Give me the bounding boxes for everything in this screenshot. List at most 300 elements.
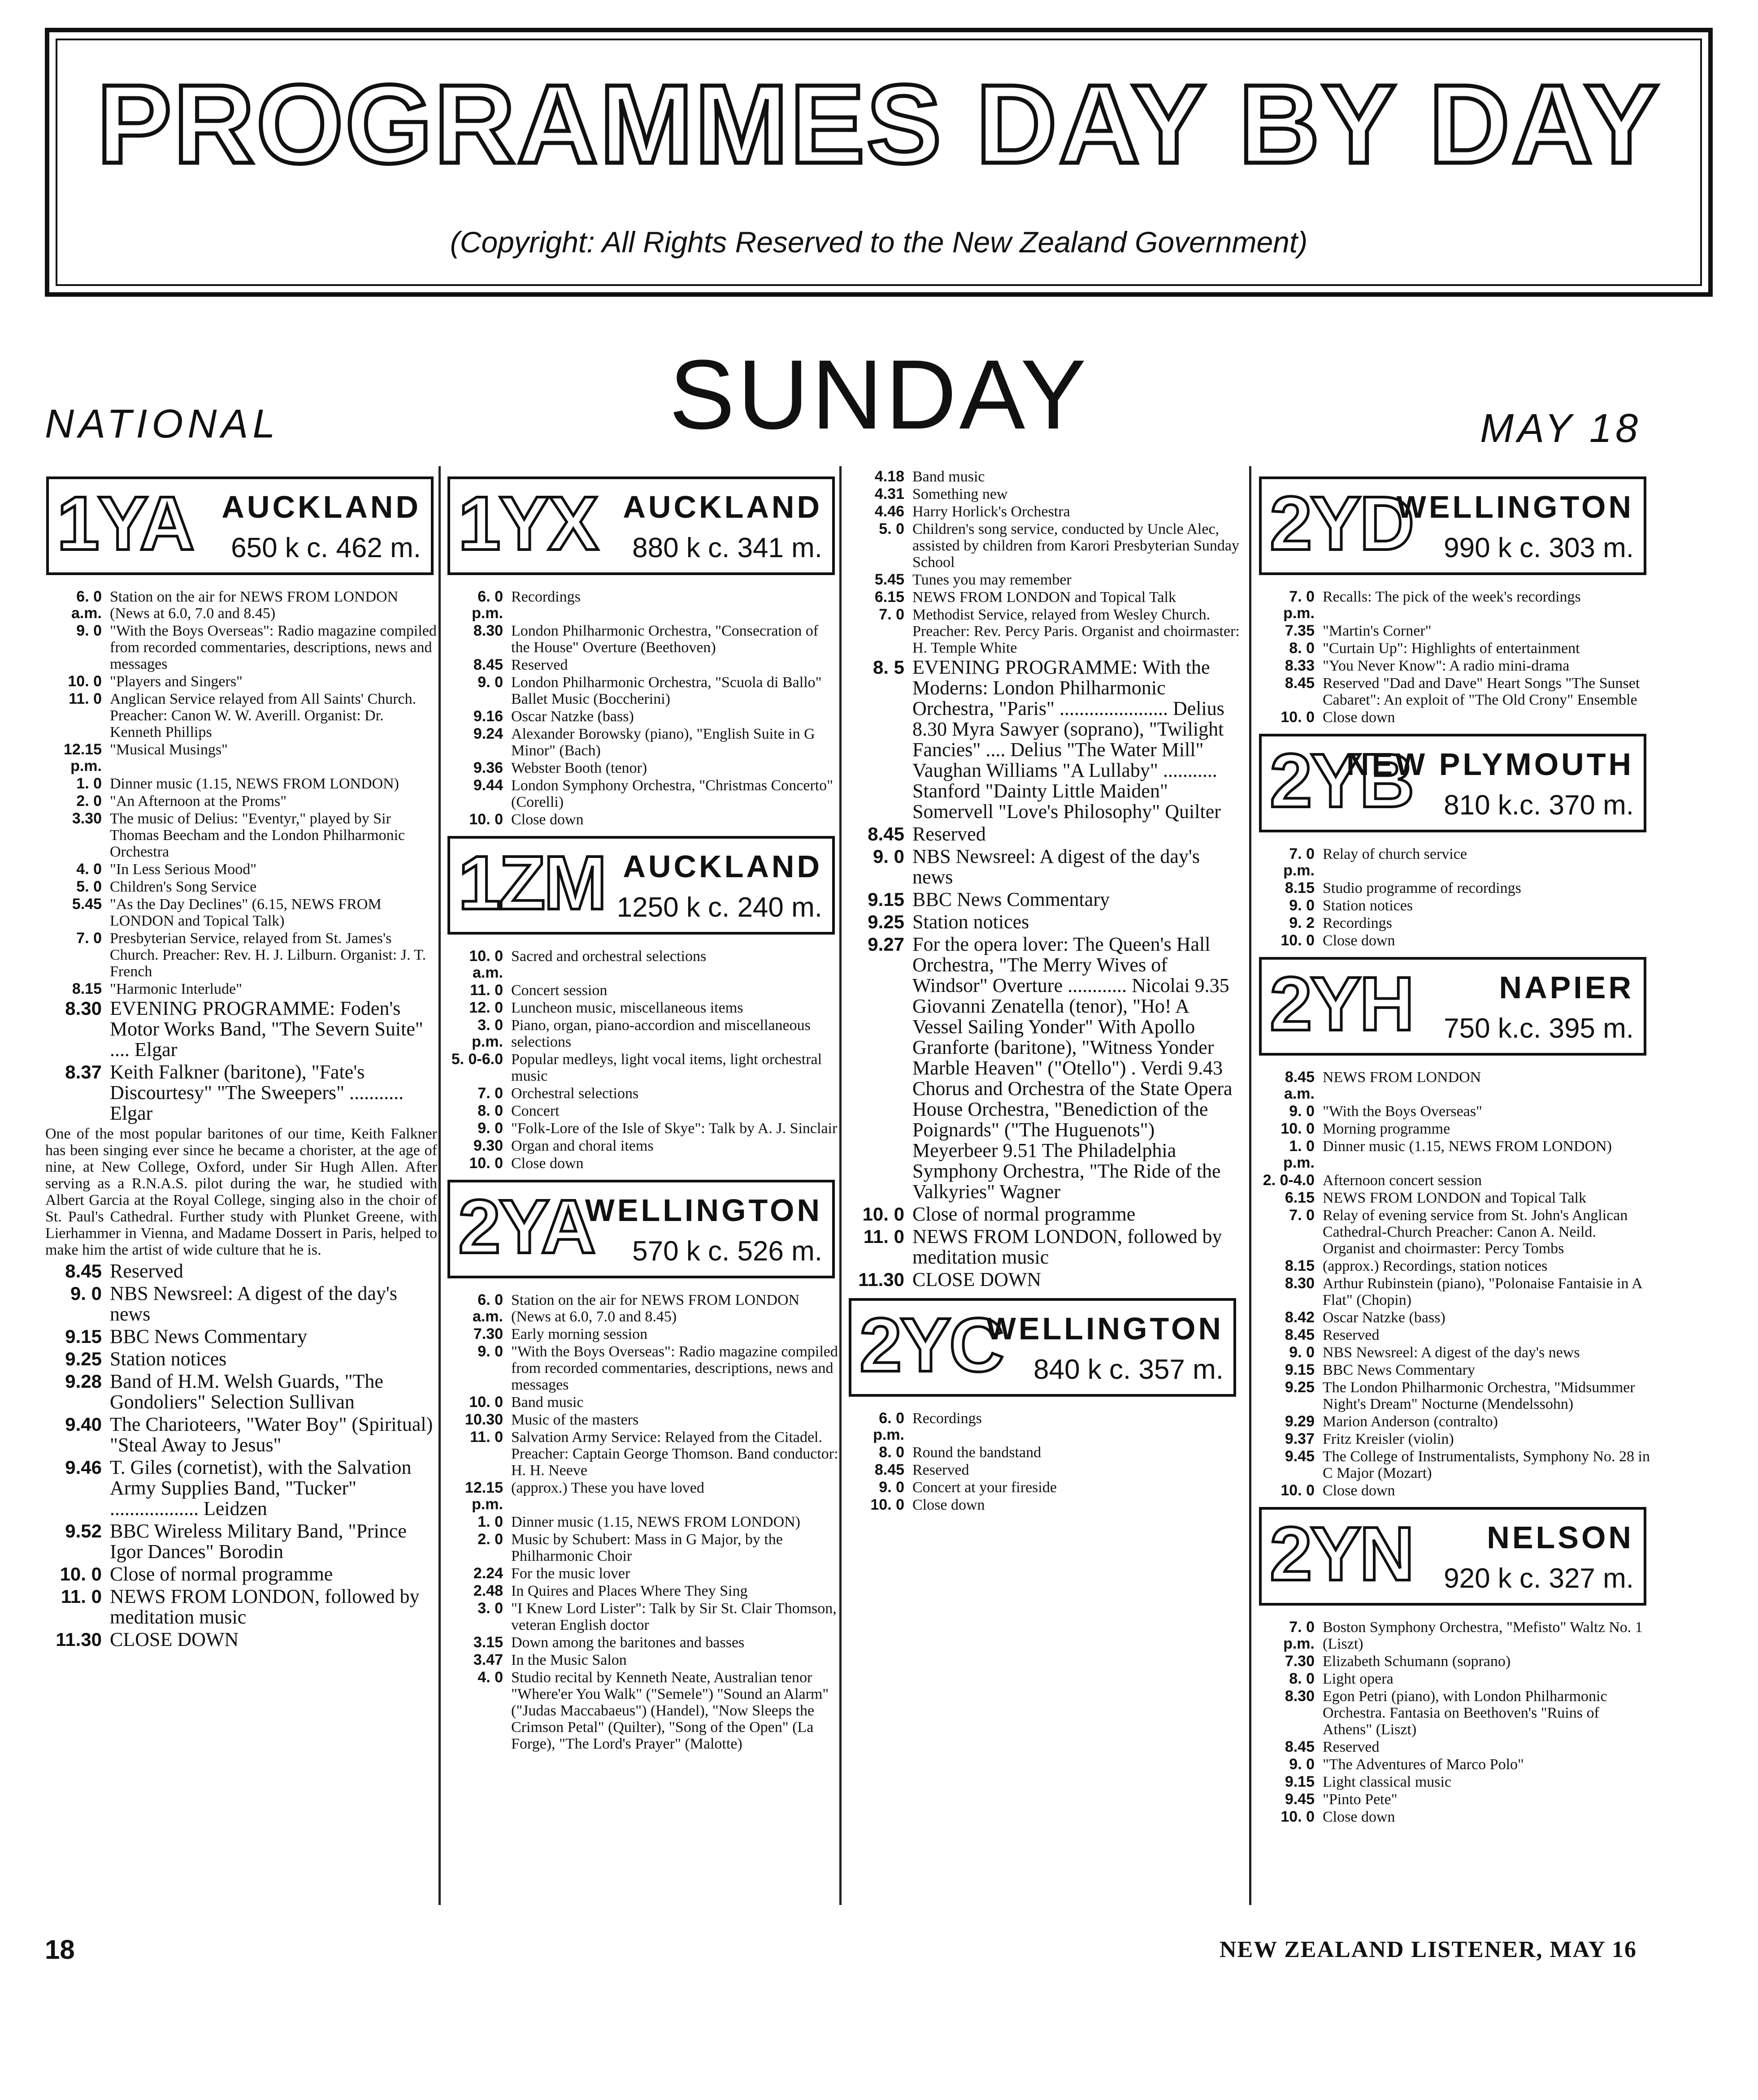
- entry-description: The music of Delius: "Eventyr," played by Sir Thomas Beecham and the London Philharmonic Orchestra: [110, 810, 405, 860]
- entry-description: Studio programme of recordings: [1323, 880, 1521, 896]
- entry-time: 7. 0: [1289, 1207, 1315, 1224]
- entry-description: Close down: [912, 1497, 985, 1513]
- schedule-entry: [1255, 915, 1650, 931]
- entry-description: "Musical Musings": [110, 741, 228, 758]
- entry-time: 8.45: [65, 1260, 102, 1282]
- entry-time: 8.15: [1285, 879, 1315, 896]
- entry-time: 9.25: [1285, 1379, 1315, 1396]
- entry-description: CLOSE DOWN: [110, 1628, 239, 1650]
- station-box-1yx: [447, 476, 835, 575]
- entry-description: Egon Petri (piano), with London Philharmonic Orchestra. Fantasia on Beethoven's "Ruins of Athens" (Liszt): [1323, 1688, 1607, 1738]
- entry-time: 6. 0 a.m.: [71, 588, 102, 622]
- schedule-entry: [444, 1634, 838, 1651]
- schedule-entry: [444, 1051, 838, 1084]
- schedule-entry: [444, 657, 838, 673]
- schedule-entry: [1255, 1344, 1650, 1361]
- schedule-entry: [444, 674, 838, 707]
- schedule-2yh: [1255, 1069, 1650, 1499]
- schedule-entry: [1255, 1774, 1650, 1790]
- entry-description: Keith Falkner (baritone), "Fate's Discourtesy" "The Sweepers" ........... Elgar: [110, 1061, 404, 1124]
- entry-time: 10. 0: [469, 1155, 503, 1172]
- entry-description: EVENING PROGRAMME: Foden's Motor Works Band, "The Severn Suite" .... Elgar: [110, 997, 423, 1061]
- station-frequency: 570 k c. 526 m.: [632, 1236, 822, 1267]
- schedule-entry: [43, 1326, 437, 1347]
- entry-time: 11.30: [56, 1629, 102, 1650]
- schedule-entry: [845, 657, 1240, 822]
- entry-description: Methodist Service, relayed from Wesley Church. Preacher: Rev. Percy Paris. Organist and choirmaster: H. Temple White: [912, 606, 1240, 656]
- schedule-entry: [43, 998, 437, 1060]
- schedule-entry: [43, 1371, 437, 1412]
- entry-time: 9. 0: [1289, 897, 1315, 914]
- entry-time: 9.37: [1285, 1430, 1315, 1447]
- entry-description: Band of H.M. Welsh Guards, "The Gondoliers" Selection Sullivan: [110, 1370, 383, 1413]
- entry-description: NBS Newsreel: A digest of the day's news: [912, 845, 1200, 888]
- schedule-entry: [43, 1261, 437, 1282]
- entry-description: Reserved: [1323, 1327, 1380, 1343]
- schedule-entry: [1255, 675, 1650, 708]
- entry-description: Close down: [1323, 1482, 1395, 1499]
- schedule-entry: [43, 623, 437, 672]
- entry-time: 9. 0: [879, 1479, 904, 1496]
- entry-description: "Folk-Lore of the Isle of Skye": Talk by A. J. Sinclair: [511, 1120, 838, 1137]
- schedule-entry: [43, 775, 437, 792]
- entry-time: 9. 0: [1289, 1103, 1315, 1120]
- schedule-entry: [444, 777, 838, 810]
- entry-time: 8.15: [72, 980, 102, 997]
- entry-time: 10. 0: [1281, 709, 1315, 726]
- column-divider: [839, 466, 842, 1905]
- entry-description: "Harmonic Interlude": [110, 981, 242, 997]
- schedule-entry: [444, 726, 838, 759]
- station-frequency: 840 k c. 357 m.: [1033, 1354, 1224, 1385]
- station-callsign: 2YA: [458, 1184, 595, 1269]
- entry-description: Station on the air for NEWS FROM LONDON (News at 6.0, 7.0 and 8.45): [511, 1292, 800, 1325]
- entry-description: Close of normal programme: [912, 1203, 1136, 1225]
- entry-description: Light opera: [1323, 1671, 1393, 1687]
- entry-time: 3.47: [473, 1651, 503, 1668]
- station-callsign: 2YN: [1270, 1511, 1413, 1597]
- entry-description: Dinner music (1.15, NEWS FROM LONDON): [1323, 1138, 1612, 1155]
- entry-time: 8. 0: [879, 1444, 904, 1461]
- entry-time: 9.40: [65, 1414, 102, 1435]
- schedule-entry: [444, 1394, 838, 1411]
- schedule-entry: [43, 810, 437, 860]
- schedule-entry: [1255, 1362, 1650, 1378]
- entry-description: NEWS FROM LONDON, followed by meditation music: [110, 1585, 420, 1628]
- entry-time: 8.30: [1285, 1275, 1315, 1292]
- entry-description: Anglican Service relayed from All Saints' Church. Preacher: Canon W. W. Averill. Organist: Dr. Kenneth Phillips: [110, 691, 417, 740]
- entry-description: NEWS FROM LONDON, followed by meditation music: [912, 1225, 1222, 1268]
- entry-time: 9.30: [473, 1137, 503, 1154]
- schedule-entry: [43, 673, 437, 690]
- schedule-entry: [1255, 623, 1650, 639]
- schedule-entry: [444, 1600, 838, 1633]
- entry-time: 9.25: [868, 911, 904, 932]
- entry-description: Reserved: [912, 823, 986, 845]
- entry-description: "With the Boys Overseas": Radio magazine compiled from recorded commentaries, descriptions, news and messages: [511, 1343, 838, 1393]
- entry-time: 10. 0: [1281, 1808, 1315, 1825]
- entry-description: In Quires and Places Where They Sing: [511, 1583, 748, 1599]
- column-4: [1255, 468, 1650, 1826]
- entry-description: BBC Wireless Military Band, "Prince Igor Dances" Borodin: [110, 1520, 407, 1563]
- entry-description: Boston Symphony Orchestra, "Mefisto" Waltz No. 1 (Liszt): [1323, 1619, 1643, 1652]
- entry-description: Early morning session: [511, 1326, 648, 1342]
- column-2: [444, 468, 838, 1753]
- entry-time: 9.29: [1285, 1413, 1315, 1430]
- entry-time: 7. 0: [879, 606, 904, 623]
- entry-description: Relay of church service: [1323, 846, 1467, 862]
- schedule-entry: [1255, 1756, 1650, 1773]
- entry-time: 2.48: [473, 1582, 503, 1599]
- entry-time: 10. 0: [60, 1563, 102, 1585]
- schedule-entry: [444, 1652, 838, 1668]
- artist-note: One of the most popular baritones of our time, Keith Falkner has been singing ever since he became a chorister, at the age of nine, at New College, Oxford, under Sir Hugh Allen. After serving as a R.N.A.S. pilot during the war, he studied with Albert Garcia at the Royal College, singing also in the choir of St. Paul's Cathedral. Further study with Plunket Greene, with Lierhammer in Vienna, and Madame Dossert in Paris, helped to make him the artist of wide culture that he is.: [45, 1126, 437, 1258]
- entry-time: 7.30: [1285, 1653, 1315, 1670]
- schedule-entry: [1255, 1327, 1650, 1343]
- schedule-1yx: [444, 589, 838, 828]
- schedule-entry: [845, 1204, 1240, 1225]
- schedule-entry: [1255, 846, 1650, 879]
- entry-description: "An Afternoon at the Proms": [110, 793, 287, 810]
- schedule-entry: [1255, 1688, 1650, 1738]
- entry-time: 9.46: [65, 1457, 102, 1478]
- entry-description: BBC News Commentary: [110, 1325, 307, 1347]
- schedule-entry: [1255, 1448, 1650, 1481]
- schedule-entry: [1255, 1379, 1650, 1412]
- masthead: [45, 28, 1713, 297]
- copyright-notice: (Copyright: All Rights Reserved to the New Zealand Government): [450, 225, 1308, 259]
- entry-description: "Curtain Up": Highlights of entertainment: [1323, 640, 1580, 657]
- entry-time: 9.27: [868, 934, 904, 955]
- entry-time: 9. 0: [477, 1120, 503, 1137]
- entry-description: Luncheon music, miscellaneous items: [511, 1000, 743, 1016]
- entry-time: 5.45: [72, 896, 102, 913]
- station-city: WELLINGTON: [986, 1311, 1224, 1346]
- schedule-entry: [444, 708, 838, 725]
- entry-time: 7. 0: [76, 930, 102, 947]
- entry-description: CLOSE DOWN: [912, 1269, 1042, 1290]
- schedule-entry: [43, 1586, 437, 1628]
- entry-time: 10. 0: [870, 1496, 904, 1513]
- schedule-entry: [444, 982, 838, 999]
- schedule-entry: [845, 1444, 1240, 1461]
- entry-time: 9.28: [65, 1371, 102, 1392]
- schedule-entry: [1255, 1671, 1650, 1687]
- schedule-2ya: [444, 1292, 838, 1752]
- schedule-entry: [1255, 1103, 1650, 1120]
- schedule-2yd: [1255, 589, 1650, 726]
- entry-description: Close down: [1323, 709, 1395, 726]
- entry-description: Sacred and orchestral selections: [511, 948, 707, 965]
- entry-description: Orchestral selections: [511, 1085, 639, 1102]
- entry-description: London Philharmonic Orchestra, "Scuola di Ballo" Ballet Music (Boccherini): [511, 674, 822, 707]
- schedule-entry: [444, 1412, 838, 1428]
- entry-time: 11. 0: [61, 1586, 102, 1607]
- schedule-entry: [845, 912, 1240, 932]
- entry-description: Recordings: [511, 589, 581, 605]
- schedule-1zm: [444, 948, 838, 1172]
- entry-time: 4. 0: [76, 861, 102, 878]
- schedule-entry: [444, 1565, 838, 1582]
- entry-description: Station notices: [1323, 897, 1413, 914]
- schedule-entry: [43, 861, 437, 878]
- entry-time: 2. 0: [76, 792, 102, 810]
- schedule-entry: [444, 1531, 838, 1564]
- entry-time: 9.36: [473, 759, 503, 776]
- entry-description: Station notices: [912, 911, 1029, 933]
- entry-description: Children's Song Service: [110, 879, 257, 895]
- schedule-entry: [444, 1103, 838, 1119]
- schedule-entry: [444, 1583, 838, 1599]
- schedule-entry: [845, 521, 1240, 571]
- entry-description: "You Never Know": A radio mini-drama: [1323, 658, 1570, 674]
- entry-description: Popular medleys, light vocal items, light orchestral music: [511, 1051, 822, 1084]
- entry-time: 9. 0: [76, 622, 102, 639]
- entry-time: 8. 0: [1289, 1670, 1315, 1687]
- entry-description: Presbyterian Service, relayed from St. James's Church. Preacher: Rev. H. J. Lilburn. Organist: J. T. French: [110, 930, 426, 980]
- entry-time: 8. 5: [872, 657, 904, 678]
- entry-description: NBS Newsreel: A digest of the day's news: [110, 1282, 397, 1325]
- schedule-2ya-evening: [845, 657, 1240, 1290]
- entry-description: Down among the baritones and basses: [511, 1634, 745, 1651]
- schedule-entry: [845, 1269, 1240, 1290]
- station-box-2ya: [447, 1180, 835, 1278]
- entry-time: 9. 2: [1289, 914, 1315, 931]
- entry-description: Arthur Rubinstein (piano), "Polonaise Fantaisie in A Flat" (Chopin): [1323, 1275, 1642, 1308]
- entry-description: "Martin's Corner": [1323, 623, 1432, 639]
- station-city: NAPIER: [1499, 970, 1634, 1005]
- entry-description: Afternoon concert session: [1323, 1172, 1482, 1189]
- station-callsign: 2YH: [1270, 961, 1413, 1047]
- entry-time: 9.15: [1285, 1361, 1315, 1378]
- schedule-entry: [43, 930, 437, 980]
- entry-time: 8.45: [1285, 675, 1315, 692]
- entry-description: (approx.) Recordings, station notices: [1323, 1258, 1548, 1274]
- entry-time: 9.45: [1285, 1448, 1315, 1465]
- entry-time: 8.45 a.m.: [1284, 1069, 1315, 1102]
- entry-time: 12. 0: [469, 999, 503, 1016]
- schedule-entry: [845, 503, 1240, 520]
- entry-time: 3.15: [473, 1634, 503, 1651]
- schedule-entry: [43, 879, 437, 895]
- schedule-entry: [444, 1669, 838, 1752]
- entry-time: 10. 0 a.m.: [469, 948, 503, 981]
- schedule-entry: [1255, 1258, 1650, 1274]
- schedule-entry: [43, 741, 437, 775]
- entry-time: 3. 0 p.m.: [472, 1017, 503, 1050]
- schedule-entry: [1255, 1069, 1650, 1102]
- entry-time: 10. 0: [1281, 1482, 1315, 1499]
- entry-description: Light classical music: [1323, 1774, 1452, 1790]
- entry-time: 9.15: [1285, 1773, 1315, 1790]
- entry-description: Fritz Kreisler (violin): [1323, 1431, 1454, 1447]
- entry-description: Band music: [511, 1394, 584, 1411]
- schedule-entry: [1255, 897, 1650, 914]
- entry-time: 5.45: [874, 571, 904, 588]
- schedule-entry: [444, 1429, 838, 1479]
- entry-time: 1. 0 p.m.: [1283, 1138, 1315, 1171]
- schedule-entry: [1255, 1121, 1650, 1137]
- entry-time: 9. 0: [70, 1283, 102, 1304]
- entry-description: Round the bandstand: [912, 1444, 1042, 1461]
- entry-time: 5. 0: [76, 878, 102, 895]
- date-label: MAY 18: [1480, 406, 1641, 451]
- entry-time: 1. 0: [477, 1513, 503, 1530]
- entry-description: Tunes you may remember: [912, 572, 1072, 588]
- station-frequency: 920 k c. 327 m.: [1444, 1563, 1634, 1594]
- schedule-entry: [845, 572, 1240, 588]
- entry-time: 1. 0: [76, 775, 102, 792]
- schedule-entry: [444, 1292, 838, 1325]
- entry-time: 8.45: [1285, 1738, 1315, 1755]
- entry-time: 10. 0: [469, 1394, 503, 1411]
- schedule-entry: [444, 1514, 838, 1530]
- entry-description: "With the Boys Overseas": Radio magazine compiled from recorded commentaries, descriptions, news and messages: [110, 623, 437, 672]
- schedule-entry: [845, 1462, 1240, 1478]
- entry-description: Close down: [1323, 932, 1395, 949]
- schedule-entry: [845, 934, 1240, 1202]
- schedule-entry: [43, 981, 437, 997]
- column-divider: [1249, 466, 1251, 1905]
- entry-time: 12.15 p.m.: [63, 741, 102, 775]
- entry-time: 2. 0: [477, 1531, 503, 1548]
- schedule-entry: [444, 1017, 838, 1050]
- schedule-entry: [1255, 1619, 1650, 1652]
- entry-time: 7.35: [1285, 622, 1315, 639]
- entry-time: 7.30: [473, 1325, 503, 1342]
- entry-description: Close down: [511, 811, 584, 828]
- network-label: NATIONAL: [45, 402, 280, 446]
- station-callsign: 1ZM: [458, 840, 605, 926]
- column-3: [845, 468, 1240, 1514]
- entry-time: 8.42: [1285, 1309, 1315, 1326]
- station-box-2yc: [849, 1298, 1236, 1397]
- schedule-entry: [1255, 1739, 1650, 1755]
- schedule-entry: [845, 889, 1240, 910]
- schedule-entry: [444, 760, 838, 776]
- entry-description: Reserved: [912, 1462, 969, 1478]
- schedule-entry: [43, 896, 437, 929]
- entry-description: Studio recital by Kenneth Neate, Australian tenor "Where'er You Walk" ("Semele") "Sound an Alarm" ("Judas Maccabaeus") (Handel), "Now Sleeps the Crimson Petal" (Quilter), "Song of the Open" (La Forge), "The Lord's Prayer" (Malotte): [511, 1669, 829, 1752]
- masthead-title: PROGRAMMES DAY BY DAY: [97, 61, 1661, 186]
- schedule-entry: [43, 1414, 437, 1455]
- entry-description: EVENING PROGRAMME: With the Moderns: London Philharmonic Orchestra, "Paris" ...................... Delius 8.30 Myra Sawyer (soprano), "Twilight Fancies" .... Delius "The Water Mill" Vaughan Williams "A Lullaby" ........... Stanford "Dainty Little Maiden" Somervell "Love's Philosophy" Quilter: [912, 656, 1224, 823]
- entry-time: 9.25: [65, 1348, 102, 1369]
- entry-time: 8.30: [65, 998, 102, 1019]
- entry-time: 10. 0: [469, 811, 503, 828]
- entry-time: 4.46: [874, 503, 904, 520]
- entry-description: Recordings: [1323, 915, 1392, 931]
- station-frequency: 750 k.c. 395 m.: [1444, 1013, 1634, 1044]
- entry-time: 9. 0: [477, 674, 503, 691]
- schedule-entry: [1255, 640, 1650, 657]
- entry-description: Concert at your fireside: [912, 1479, 1057, 1496]
- entry-description: Close down: [511, 1155, 584, 1172]
- schedule-entry: [1255, 589, 1650, 622]
- station-frequency: 990 k c. 303 m.: [1444, 533, 1634, 563]
- entry-description: Reserved "Dad and Dave" Heart Songs "The Sunset Cabaret": An exploit of "The Old Crony" Ensemble: [1323, 675, 1640, 708]
- entry-description: The Charioteers, "Water Boy" (Spiritual) "Steal Away to Jesus": [110, 1413, 433, 1456]
- schedule-entry: [1255, 1275, 1650, 1308]
- entry-description: Salvation Army Service: Relayed from the Citadel. Preacher: Captain George Thomson. Band conductor: H. H. Neeve: [511, 1429, 838, 1479]
- station-city: AUCKLAND: [623, 489, 822, 524]
- entry-time: 9. 0: [1289, 1756, 1315, 1773]
- schedule-entry: [1255, 932, 1650, 949]
- entry-time: 8.30: [1285, 1688, 1315, 1705]
- station-box-2yn: [1259, 1507, 1646, 1606]
- entry-description: Webster Booth (tenor): [511, 760, 647, 776]
- schedule-entry: [43, 589, 437, 622]
- schedule-entry: [1255, 1138, 1650, 1171]
- entry-description: Recalls: The pick of the week's recordings: [1323, 589, 1581, 605]
- publication-line: NEW ZEALAND LISTENER, MAY 16: [1219, 1937, 1637, 1962]
- entry-description: "Pinto Pete": [1323, 1791, 1398, 1808]
- schedule-entry: [845, 846, 1240, 888]
- entry-time: 9.45: [1285, 1791, 1315, 1808]
- station-callsign: 1YA: [57, 481, 193, 566]
- schedule-entry: [1255, 658, 1650, 674]
- entry-time: 9. 0: [872, 846, 904, 867]
- entry-time: 8.15: [1285, 1257, 1315, 1274]
- schedule-2ya-continued: [845, 468, 1240, 656]
- entry-description: Close down: [1323, 1809, 1395, 1825]
- schedule-entry: [845, 1479, 1240, 1496]
- entry-time: 8.37: [65, 1061, 102, 1082]
- page-number: 18: [45, 1935, 75, 1965]
- entry-time: 7. 0: [477, 1085, 503, 1102]
- entry-time: 11.30: [858, 1269, 904, 1290]
- schedule-2yn: [1255, 1619, 1650, 1825]
- schedule-entry: [43, 1564, 437, 1585]
- station-frequency: 810 k.c. 370 m.: [1444, 790, 1634, 821]
- entry-description: Oscar Natzke (bass): [511, 708, 634, 725]
- entry-time: 6.15: [874, 589, 904, 606]
- schedule-entry: [43, 1062, 437, 1124]
- schedule-entry: [845, 589, 1240, 606]
- schedule-entry: [845, 1226, 1240, 1268]
- entry-description: Something new: [912, 486, 1008, 502]
- entry-description: "I Knew Lord Lister": Talk by Sir St. Clair Thomson, veteran English doctor: [511, 1600, 837, 1633]
- station-frequency: 880 k c. 341 m.: [632, 533, 822, 563]
- schedule-entry: [43, 1283, 437, 1325]
- schedule-entry: [1255, 1653, 1650, 1670]
- schedule-entry: [43, 1521, 437, 1562]
- entry-time: 7. 0 p.m.: [1283, 1619, 1315, 1652]
- entry-description: Recordings: [912, 1410, 982, 1427]
- station-box-2yd: [1259, 476, 1646, 575]
- entry-description: Station on the air for NEWS FROM LONDON (News at 6.0, 7.0 and 8.45): [110, 589, 399, 622]
- entry-time: 10. 0: [68, 673, 102, 690]
- entry-time: 12.15 p.m.: [464, 1479, 503, 1513]
- entry-description: Elizabeth Schumann (soprano): [1323, 1653, 1511, 1670]
- entry-description: London Symphony Orchestra, "Christmas Concerto" (Corelli): [511, 777, 833, 810]
- entry-time: 10. 0: [1281, 1120, 1315, 1137]
- schedule-2yb: [1255, 846, 1650, 949]
- entry-description: Organ and choral items: [511, 1138, 654, 1154]
- entry-description: NBS Newsreel: A digest of the day's news: [1323, 1344, 1580, 1361]
- column-1: [43, 468, 437, 1652]
- entry-time: 7. 0 p.m.: [1283, 588, 1315, 622]
- entry-description: Concert session: [511, 982, 608, 999]
- schedule-entry: [444, 1138, 838, 1154]
- entry-description: Alexander Borowsky (piano), "English Suite in G Minor" (Bach): [511, 726, 815, 759]
- schedule-entry: [1255, 709, 1650, 726]
- schedule-entry: [845, 486, 1240, 502]
- entry-description: The London Philharmonic Orchestra, "Midsummer Night's Dream" Nocturne (Mendelssohn): [1323, 1379, 1635, 1412]
- entry-description: Concert: [511, 1103, 560, 1119]
- entry-description: (approx.) These you have loved: [511, 1480, 704, 1496]
- entry-description: "Players and Singers": [110, 673, 243, 690]
